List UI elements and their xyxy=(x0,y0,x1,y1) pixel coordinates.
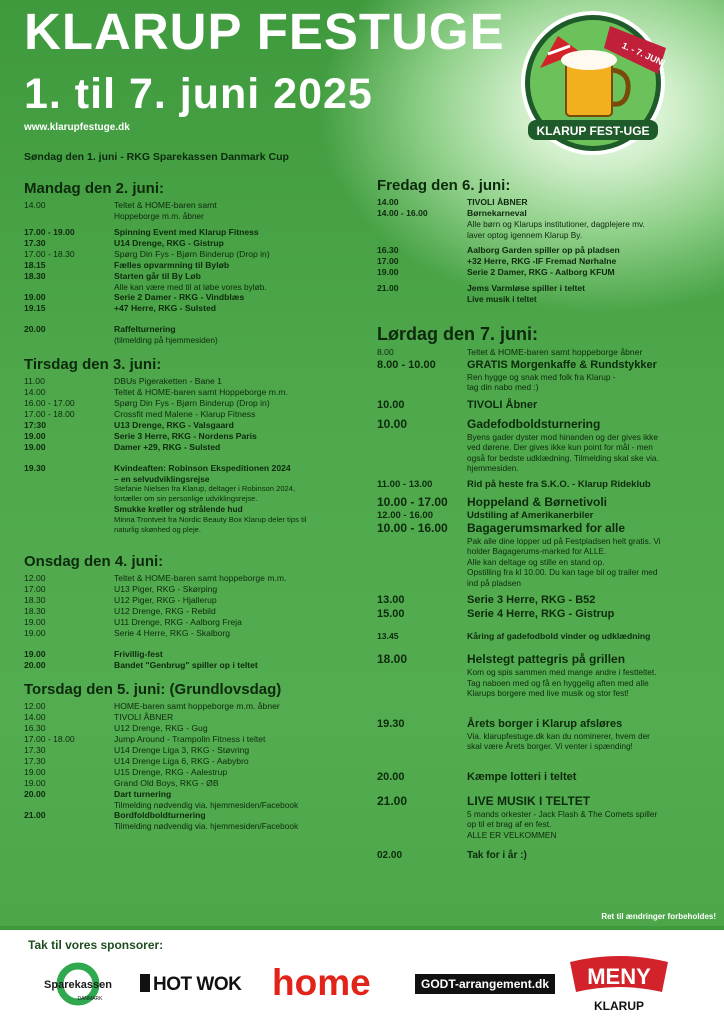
list-item: 20.00 Bandet "Genbrug" spiller op i teltet xyxy=(24,659,258,670)
sponsor-godt[interactable]: GODT-arrangement.dk xyxy=(415,974,555,994)
svg-text:DANMARK: DANMARK xyxy=(77,996,103,1002)
list-item: 20.00 Raffelturnering (tilmelding på hjemmesiden) xyxy=(24,324,218,345)
heading-tuesday: Tirsdag den 3. juni: xyxy=(24,355,162,373)
logo-text: KLARUP FEST-UGE xyxy=(536,124,650,138)
list-item: 19.00 U15 Drenge, RKG - Aalestrup xyxy=(24,766,228,777)
list-item: 18.30 U12 Drenge, RKG - Rebild xyxy=(24,605,216,616)
sponsor-hotwok[interactable]: HOT WOK xyxy=(140,974,241,996)
list-item: 21.00 Jems Varmløse spiller i teltet Live musik i teltet xyxy=(377,283,585,304)
list-item: 16.30 Aalborg Garden spiller op på pladsen xyxy=(377,245,620,255)
website-link[interactable]: www.klarupfestuge.dk xyxy=(24,122,130,133)
list-item: 15.00 Serie 4 Herre, RKG - Gistrup xyxy=(377,608,615,620)
list-item: 10.00 TIVOLI Åbner xyxy=(377,398,538,411)
list-item: 17.30 U14 Drenge, RKG - Gistrup xyxy=(24,237,224,248)
list-item: 20.00 Kæmpe lotteri i teltet xyxy=(377,770,577,783)
list-item: 19.00 Serie 3 Herre, RKG - Nordens Paris xyxy=(24,430,257,441)
list-item: 20.00 Dart turnering Tilmelding nødvendig via. hjemmesiden/Facebook xyxy=(24,788,299,810)
list-item: 17.00 - 18.30 Spørg Din Fys - Bjørn Binderup (Drop in) xyxy=(24,248,270,259)
list-item: 17.00 - 18.00 Jump Around - Trampolin Fitness i teltet xyxy=(24,733,266,744)
sponsor-meny[interactable] xyxy=(566,952,672,1023)
list-item: 12.00 Teltet & HOME-baren samt hoppeborge m.m. xyxy=(24,572,287,583)
list-item: 19.30 Årets borger i Klarup afsløres Via. klarupfestuge.dk kan du nominerer, hvem der skal være Årets borger. Vi venter i spænding! xyxy=(377,717,650,751)
list-item: 17:30 U13 Drenge, RKG - Valsgaard xyxy=(24,419,234,430)
list-item: 19.30 Kvindeaften: Robinson Ekspeditionen 2024 – en selvudviklingsrejse Stefanie Nielsen fra Klarup, deltager i Robinson 2024, fortæller om sin personlige udviklingsrejse. Smukke krøller og strålende hud Minna Trontveit fra Nordic Beauty Box Klarup deler tips til naturlig skønhed og pleje. xyxy=(24,462,307,534)
list-item: 19.00 Serie 2 Damer, RKG - Aalborg KFUM xyxy=(377,267,615,277)
list-item: 18.30 Starten går til By Løb Alle kan være med til at løbe vores byløb. xyxy=(24,270,267,292)
list-item: 16.00 - 17.00 Spørg Din Fys - Bjørn Binderup (Drop in) xyxy=(24,397,270,408)
list-item: 10.00 Gadefodboldsturnering Byens gader dyster mod hinanden og der gives ikke ved dørene. Der gives ikke kun point for mål - men også for bedste udklædning. Tilmelding skal ske via. hjemmesiden. xyxy=(377,416,659,473)
list-item: 19.00 Frivillig-fest xyxy=(24,648,163,659)
heading-monday: Mandag den 2. juni: xyxy=(24,180,165,197)
list-item: 13.00 Serie 3 Herre, RKG - B52 xyxy=(377,594,596,606)
list-item: 19.00 U11 Drenge, RKG - Aalborg Freja xyxy=(24,616,242,627)
heading-saturday: Lørdag den 7. juni: xyxy=(377,323,538,344)
sponsor-bar xyxy=(0,926,724,1024)
svg-text:1. - 7. JUNI: 1. - 7. JUNI xyxy=(620,40,667,69)
list-item: 19.00 Serie 2 Damer - RKG - Vindblæs xyxy=(24,292,245,302)
festuge-logo xyxy=(518,8,668,158)
hotwok-icon xyxy=(140,974,150,992)
list-item: 19.00 Damer +29, RKG - Sulsted xyxy=(24,441,221,452)
list-item: 18.30 U12 Piger, RKG - Hjallerup xyxy=(24,594,217,605)
list-item: 11.00 DBUs Pigeraketten - Bane 1 xyxy=(24,375,222,386)
heading-friday: Fredag den 6. juni: xyxy=(377,177,511,194)
list-item: 10.00 - 17.00 Hoppeland & Børnetivoli xyxy=(377,494,608,509)
changes-note: Ret til ændringer forbeholdes! xyxy=(601,912,716,921)
list-item: 21.00 LIVE MUSIK I TELTET 5 mands orkester - Jack Flash & The Comets spiller op til et brag af en fest. ALLE ER VELKOMMEN xyxy=(377,793,658,840)
page-title: KLARUP FESTUGE xyxy=(24,3,505,60)
list-item: 10.00 - 16.00 Bagagerumsmarked for alle Pak alle dine lopper ud på Festpladsen helt gratis. Vi holder Bagagerums-marked for ALLE. Alle kan deltage og stille en stand op. Opstilling fra kl 10.00. Du kan tage bil og trailer med ind på pladsen xyxy=(377,520,661,588)
sponsor-home[interactable]: home xyxy=(272,962,371,1003)
list-item: 12.00 HOME-baren samt hoppeborge m.m. åbner xyxy=(24,700,280,711)
list-item: 12.00 - 16.00 Udstiling af Amerikanerbiler xyxy=(377,509,594,521)
list-item: 02.00 Tak for i år :) xyxy=(377,850,527,861)
list-item: 11.00 - 13.00 Rid på heste fra S.K.O. - Klarup Rideklub xyxy=(377,478,651,490)
right-column xyxy=(377,177,717,861)
list-item: 19.00 Serie 4 Herre, RKG - Skalborg xyxy=(24,627,231,638)
list-item: 17.00 - 19.00 Spinning Event med Klarup Fitness xyxy=(24,226,259,237)
list-item: 14.00 TIVOLI ÅBNER xyxy=(24,711,174,722)
list-item: 17.30 U14 Drenge Liga 3, RKG - Støvring xyxy=(24,744,250,755)
list-item: 14.00 TIVOLI ÅBNER xyxy=(377,197,528,207)
list-item: 21.00 Bordfoldboldturnering Tilmelding nødvendig via. hjemmesiden/Facebook xyxy=(24,810,299,831)
list-item: 17.00 - 18.00 Crossfit med Malene - Klarup Fitness xyxy=(24,408,256,419)
svg-text:Sparekassen: Sparekassen xyxy=(44,979,112,991)
list-item: 8.00 - 10.00 GRATIS Morgenkaffe & Rundstykker Ren hygge og snak med folk fra Klarup - tag din nabo med :) xyxy=(377,358,657,392)
list-item: 17.30 U14 Drenge Liga 6, RKG - Aabybro xyxy=(24,755,249,766)
list-item: 18.00 Helstegt pattegris på grillen Kom og spis sammen med mange andre i festteltet. Tag naboen med og få en hyggelig aften med alle Klarups borgere med live musik og stor fest! xyxy=(377,652,657,698)
list-item: 14.00 - 16.00 Børnekarneval Alle børn og Klarups institutioner, dagplejere mv. laver optog igennem Klarup By. xyxy=(377,208,645,240)
sponsor-title: Tak til vores sponsorer: xyxy=(28,938,164,952)
list-item: 13.45 Kåring af gadefodbold vinder og udklædning xyxy=(377,631,651,641)
list-item: 18.15 Fælles opvarmning til Byløb xyxy=(24,259,230,270)
list-item: 17.00 +32 Herre, RKG -IF Fremad Nørhalne xyxy=(377,256,617,266)
heading-thursday: Torsdag den 5. juni: (Grundlovsdag) xyxy=(24,680,282,698)
event-dates: 1. til 7. juni 2025 xyxy=(24,70,373,118)
list-item: 8.00 Teltet & HOME-baren samt hoppeborge åbner xyxy=(377,346,643,357)
list-item: 14.00 Teltet & HOME-baren samt Hoppeborge m.m. åbner xyxy=(24,200,217,221)
sponsor-sparekassen[interactable] xyxy=(38,962,118,1015)
list-item: 16.30 U12 Drenge, RKG - Gug xyxy=(24,722,208,733)
list-item: 19.00 Grand Old Boys, RKG - ØB xyxy=(24,777,219,788)
list-item: 14.00 Teltet & HOME-baren samt Hoppeborge m.m. xyxy=(24,386,288,397)
svg-text:KLARUP: KLARUP xyxy=(594,999,644,1013)
list-item: 17.00 U13 Piger, RKG - Skørping xyxy=(24,583,218,594)
cup-line: Søndag den 1. juni - RKG Sparekassen Danmark Cup xyxy=(24,151,289,163)
heading-wednesday: Onsdag den 4. juni: xyxy=(24,552,164,570)
left-column xyxy=(24,180,360,832)
list-item: 19.15 +47 Herre, RKG - Sulsted xyxy=(24,303,216,313)
svg-text:MENY: MENY xyxy=(587,964,651,989)
